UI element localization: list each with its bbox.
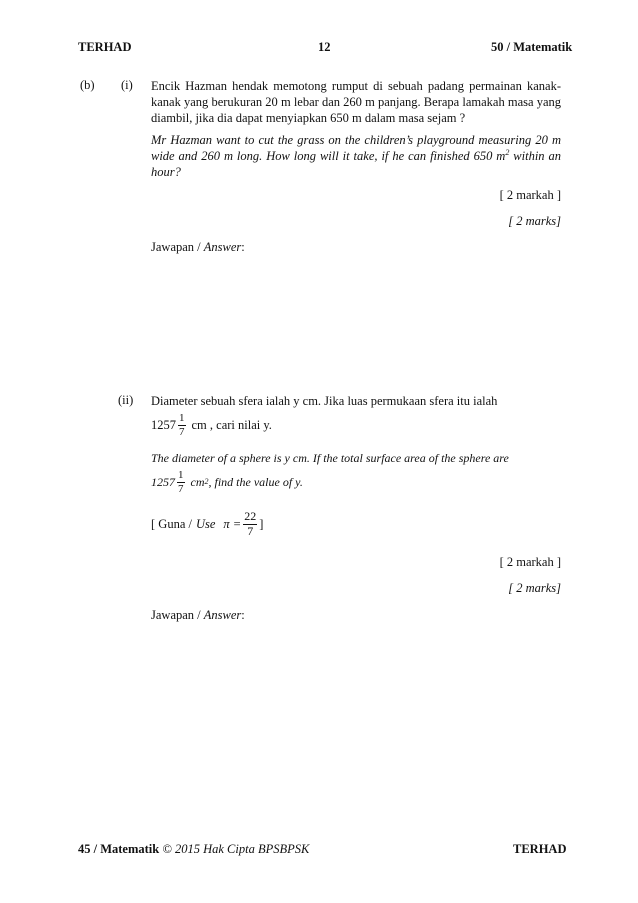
answer-label-ii (151, 608, 245, 623)
english-fraction (177, 469, 185, 494)
answer-label-malay: Jawapan / (151, 240, 201, 254)
english-tail: , find the value of y. (208, 474, 303, 489)
question-ii-english-line1: The diameter of a sphere is y cm. If the total surface area of the sphere are (151, 451, 509, 465)
pi-fraction-denominator: 7 (247, 523, 254, 538)
marks-english: [ 2 marks] (508, 214, 561, 228)
footer-right: TERHAD (513, 842, 567, 856)
answer-label-english: Answer (203, 240, 242, 254)
question-ii-malay-line2 (151, 410, 272, 440)
answer-colon: : (241, 240, 245, 254)
footer-left (78, 842, 309, 857)
use-close: ] (259, 516, 264, 531)
answer-label-malay-ii: Jawapan / (151, 608, 201, 622)
malay-whole-number: 1257 (151, 417, 176, 432)
header-page-number: 12 (318, 40, 331, 54)
malay-fraction-numerator: 1 (179, 412, 185, 425)
english-whole-number: 1257 (151, 474, 175, 489)
use-word: Use (195, 516, 216, 531)
pi-equals: π = (223, 516, 242, 531)
marks-english-ii: [ 2 marks] (508, 581, 561, 595)
use-pi-line (151, 507, 263, 541)
question-i-label: (i) (121, 78, 133, 92)
malay-fraction (178, 412, 186, 437)
english-fraction-denominator: 7 (178, 482, 184, 495)
malay-fraction-denominator: 7 (179, 425, 185, 438)
pi-fraction-numerator: 22 (244, 509, 257, 524)
question-ii-english-line2: 1257 $\frac{1}{7}$ cm 2 , find the value of y. (151, 469, 303, 495)
part-b-label: (b) (80, 78, 95, 92)
answer-colon-ii: : (241, 608, 245, 622)
pi-fraction (243, 510, 257, 537)
answer-label (151, 240, 245, 255)
answer-label-english-ii: Answer (203, 608, 242, 622)
header-left: TERHAD (78, 40, 132, 54)
use-open: [ Guna / (151, 516, 192, 531)
question-i-malay: Encik Hazman hendak memotong rumput di sebuah padang permainan kanak- kanak yang berukuran 20 m lebar dan 260 m panjang. Berapa lamakah masa yang diambil, jika dia dapat menyiapkan 650 m dalam masa sejam ? (151, 79, 561, 125)
question-i-english (151, 132, 561, 180)
marks-malay-ii: [ 2 markah ] (499, 555, 561, 569)
english-unit: cm (190, 474, 205, 489)
question-i-english-text: Mr Hazman want to cut the grass on the children’s playground measuring 20 m wide and 260 m long. How long will it take, if he can finished 650 m (151, 133, 561, 163)
footer-copyright: © 2015 Hak Cipta BPSBPSK (162, 842, 310, 856)
question-ii-label: (ii) (118, 393, 134, 407)
question-ii-malay-line1: Diameter sebuah sfera ialah y cm. Jika luas permukaan sfera itu ialah (151, 394, 498, 408)
header-right: 50 / Matematik (491, 40, 573, 54)
squared-superscript: 2 (505, 147, 510, 157)
malay-tail: cm , cari nilai y. (191, 417, 272, 432)
english-fraction-numerator: 1 (178, 469, 184, 482)
footer-subject: 45 / Matematik (78, 842, 160, 856)
question-i-english-tail: within an hour? (151, 149, 562, 179)
marks-malay: [ 2 markah ] (499, 188, 561, 202)
